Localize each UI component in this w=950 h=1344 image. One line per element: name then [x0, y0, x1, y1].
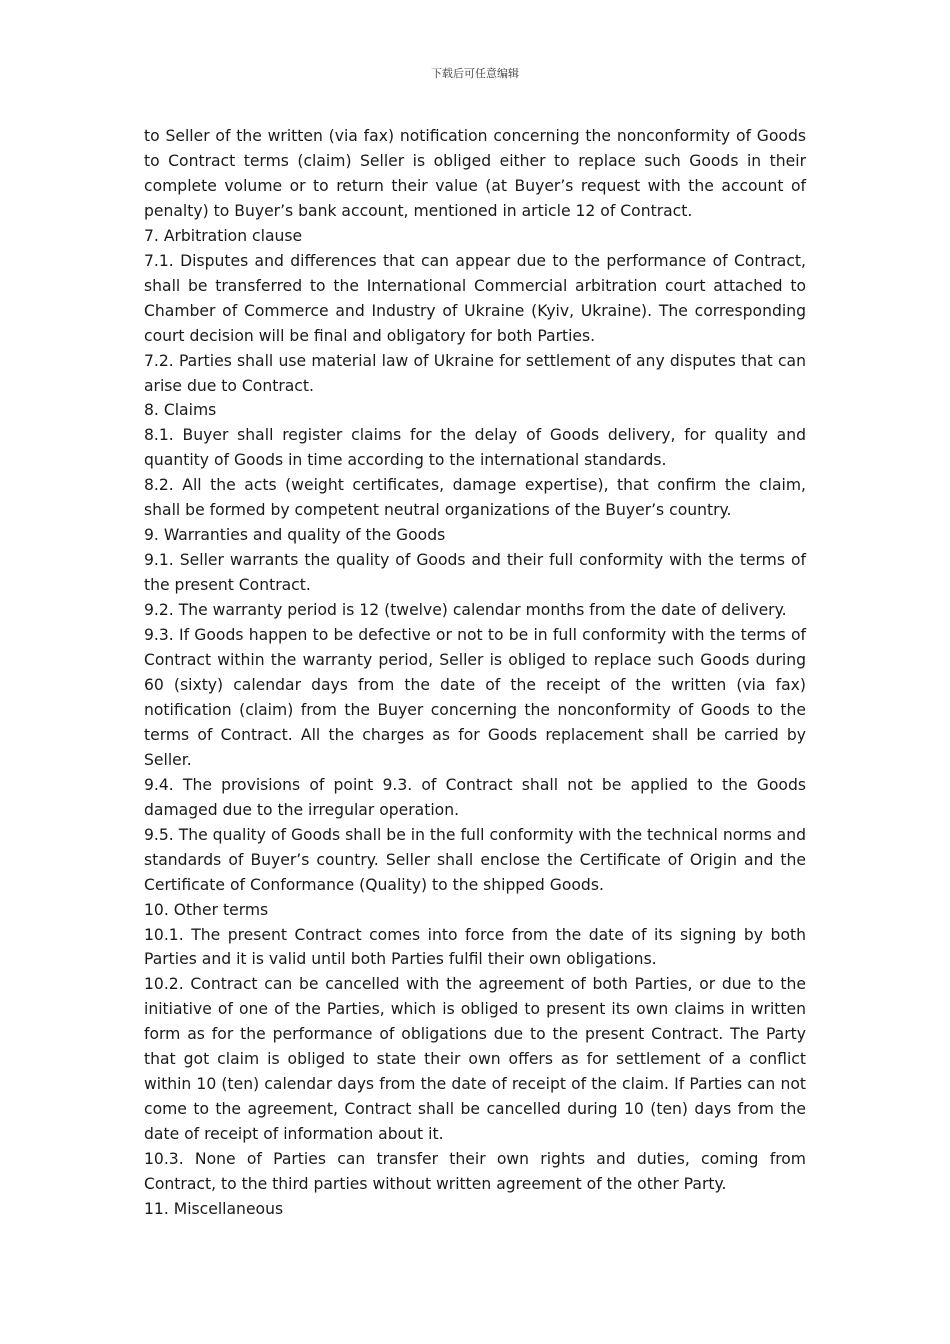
section-heading-claims: 8. Claims: [144, 401, 217, 420]
paragraph-7-2: 7.2. Parties shall use material law of Ukraine for settlement of any disputes that can arise due to Contract.: [144, 351, 806, 395]
paragraph-9-5: 9.5. The quality of Goods shall be in the full conformity with the technical norms and standards of Buyer’s country. Seller shall enclose the Certificate of Origin and the Certificate of Conformance (Quality) to the shipped Goods.: [144, 825, 806, 894]
section-heading-warranties: 9. Warranties and quality of the Goods: [144, 526, 446, 545]
paragraph-7-1: 7.1. Disputes and differences that can appear due to the performance of Contract, shall be transferred to the International Commercial arbitration court attached to Chamber of Commerce and Industry of Ukraine (Kyiv, Ukraine). The corresponding court decision will be final and obligatory for both Parties.: [144, 251, 806, 345]
paragraph-8-1: 8.1. Buyer shall register claims for the delay of Goods delivery, for quality and quantity of Goods in time according to the international standards.: [144, 426, 806, 470]
page-header-note: 下载后可任意编辑: [431, 67, 519, 80]
paragraph-8-2: 8.2. All the acts (weight certificates, damage expertise), that confirm the claim, shall be formed by competent neutral organizations of the Buyer’s country.: [144, 476, 806, 520]
document-body: [144, 124, 806, 1222]
section-heading-other-terms: 10. Other terms: [144, 900, 269, 919]
paragraph-9-2: 9.2. The warranty period is 12 (twelve) calendar months from the date of delivery.: [144, 601, 787, 620]
section-heading-arbitration: 7. Arbitration clause: [144, 226, 303, 245]
paragraph-10-2: 10.2. Contract can be cancelled with the agreement of both Parties, or due to the initiative of one of the Parties, which is obliged to present its own claims in written form as for the performance of obligations due to the present Contract. The Party that got claim is obliged to state their own offers as for settlement of a conflict within 10 (ten) calendar days from the date of receipt of the claim. If Parties can not come to the agreement, Contract shall be cancelled during 10 (ten) days from the date of receipt of information about it.: [144, 975, 806, 1144]
paragraph-9-4: 9.4. The provisions of point 9.3. of Contract shall not be applied to the Goods damaged due to the irregular operation.: [144, 775, 806, 819]
paragraph-9-1: 9.1. Seller warrants the quality of Goods and their full conformity with the terms of the present Contract.: [144, 551, 806, 595]
paragraph-claim-continuation: to Seller of the written (via fax) notification concerning the nonconformity of Goods to Contract terms (claim) Seller is obliged either to replace such Goods in their complete volume or to return their value (at Buyer’s request with the account of penalty) to Buyer’s bank account, mentioned in article 12 of Contract.: [144, 127, 806, 220]
paragraph-10-3: 10.3. None of Parties can transfer their own rights and duties, coming from Contract, to the third parties without written agreement of the other Party.: [144, 1150, 806, 1194]
paragraph-9-3: 9.3. If Goods happen to be defective or not to be in full conformity with the terms of Contract within the warranty period, Seller is obliged to replace such Goods during 60 (sixty) calendar days from the date of the receipt of the written (via fax) notification (claim) from the Buyer concerning the nonconformity of Goods to the terms of Contract. All the charges as for Goods replacement shall be carried by Seller.: [144, 626, 806, 769]
section-heading-miscellaneous: 11. Miscellaneous: [144, 1199, 284, 1218]
paragraph-10-1: 10.1. The present Contract comes into force from the date of its signing by both Parties and it is valid until both Parties fulfil their own obligations.: [144, 925, 806, 969]
